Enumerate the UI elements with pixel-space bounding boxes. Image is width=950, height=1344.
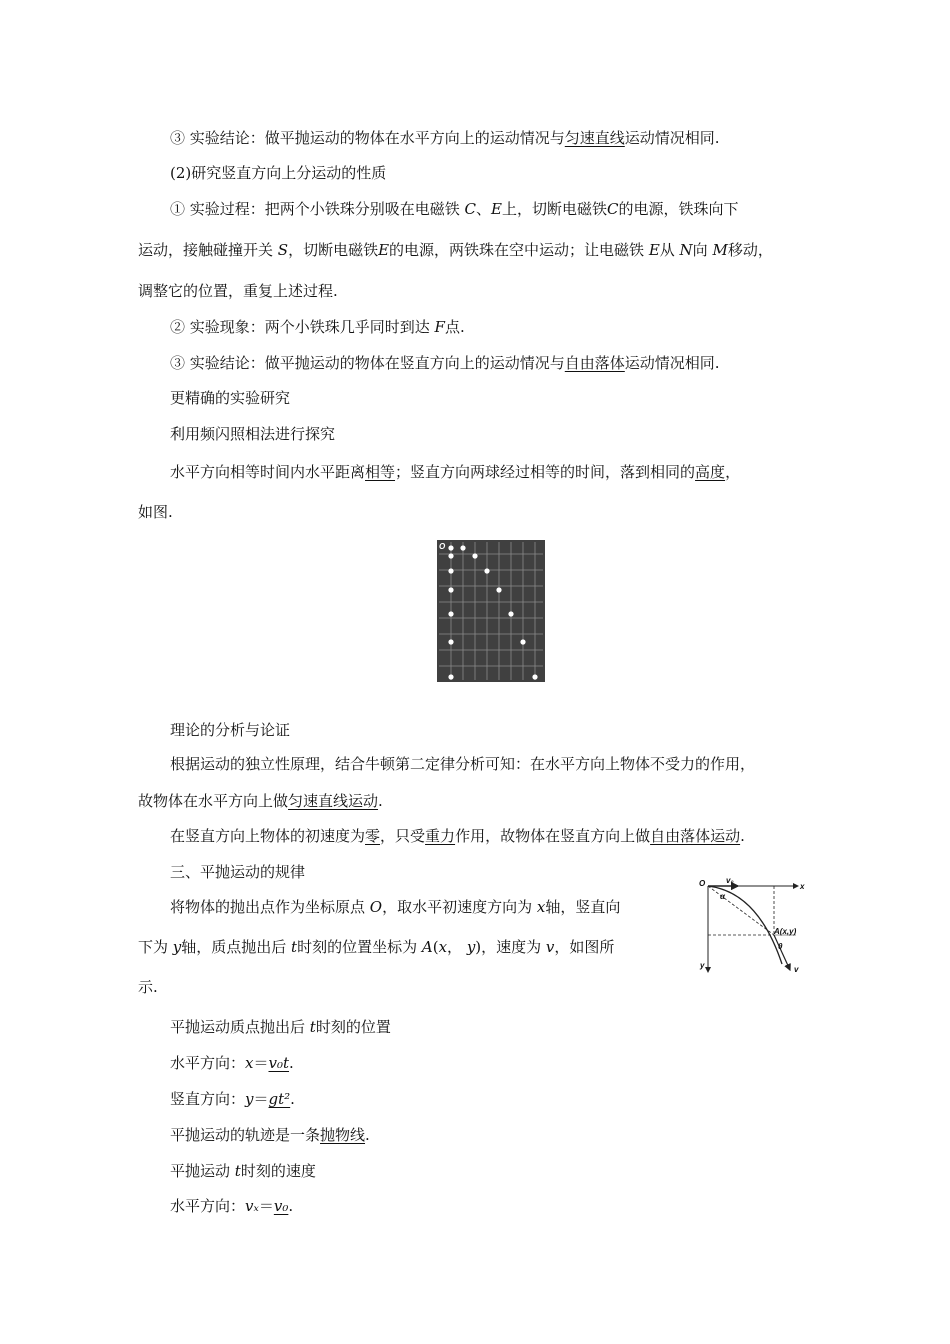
coordinate-diagram	[698, 872, 810, 978]
theta-label: θ	[778, 942, 783, 951]
paragraph-coords-line3: 示.	[138, 978, 158, 996]
figure-origin-label: O	[439, 542, 446, 551]
answer-parabola: 抛物线	[320, 1126, 366, 1144]
strobe-photo-figure	[437, 540, 545, 682]
answer-v0: v₀	[273, 1197, 289, 1215]
heading-velocity: 平抛运动 t时刻的速度	[170, 1162, 316, 1180]
paragraph-coords-line2: 下为 y轴，质点抛出后 t时刻的位置坐标为 A(x， y)，速度为 v，如图所	[138, 938, 615, 956]
answer-free-fall: 自由落体	[564, 354, 625, 372]
displacement-line	[708, 886, 774, 935]
alpha-label: α	[720, 892, 725, 901]
paragraph-theory-line1: 根据运动的独立性原理，结合牛顿第二定律分析可知：在水平方向上物体不受力的作用，	[170, 755, 756, 773]
y-axis-label: y	[700, 961, 705, 970]
answer-v0t: v₀t	[268, 1054, 290, 1072]
point-a-label: A(x,y)	[774, 927, 797, 936]
paragraph-coords-line1: 将物体的抛出点作为坐标原点 O，取水平初速度方向为 x轴，竖直向	[170, 898, 621, 916]
answer-free-fall-motion: 自由落体运动	[650, 827, 741, 845]
paragraph-as-figure: 如图.	[138, 503, 173, 521]
answer-zero: 零	[365, 827, 381, 845]
paragraph-theory-line2: 故物体在水平方向上做匀速直线运动.	[138, 792, 383, 810]
heading-precise-study: 更精确的实验研究	[170, 389, 291, 407]
formula-horizontal-position: 水平方向：x＝v₀t.	[170, 1054, 294, 1072]
answer-equal: 相等	[365, 463, 396, 481]
answer-gt2: gt²	[268, 1090, 291, 1108]
paragraph-theory-vertical: 在竖直方向上物体的初速度为零，只受重力作用，故物体在竖直方向上做自由落体运动.	[170, 827, 745, 845]
velocity-arrow	[774, 935, 790, 970]
paragraph-phenomenon: ② 实验现象：两个小铁珠几乎同时到达 F点.	[170, 318, 465, 336]
formula-vertical-position: 竖直方向：y＝gt².	[170, 1090, 295, 1108]
x-axis-label: x	[800, 882, 805, 891]
paragraph-procedure-line3: 调整它的位置，重复上述过程.	[138, 282, 338, 300]
heading-section-three: 三、平抛运动的规律	[170, 863, 306, 881]
formula-horizontal-velocity: 水平方向：vₓ＝v₀.	[170, 1197, 294, 1215]
paragraph-horizontal-conclusion: ③ 实验结论：做平抛运动的物体在水平方向上的运动情况与匀速直线运动情况相同.	[170, 129, 720, 147]
heading-position: 平抛运动质点抛出后 t时刻的位置	[170, 1018, 391, 1036]
heading-strobe-method: 利用频闪照相法进行探究	[170, 425, 336, 443]
figure-background	[437, 540, 545, 682]
answer-uniform-linear-motion: 匀速直线运动	[288, 792, 379, 810]
section-vertical-motion: (2)研究竖直方向上分运动的性质	[170, 164, 387, 182]
velocity-label: v	[794, 965, 799, 974]
paragraph-strobe-result: 水平方向相等时间内水平距离相等；竖直方向两球经过相等的时间，落到相同的高度，	[170, 463, 741, 481]
heading-theory: 理论的分析与论证	[170, 721, 291, 739]
answer-gravity: 重力	[425, 827, 456, 845]
paragraph-procedure-line1: ① 实验过程：把两个小铁珠分别吸在电磁铁 C、E上，切断电磁铁C的电源，铁珠向下	[170, 200, 739, 218]
answer-uniform-linear: 匀速直线	[564, 129, 625, 147]
paragraph-vertical-conclusion: ③ 实验结论：做平抛运动的物体在竖直方向上的运动情况与自由落体运动情况相同.	[170, 354, 720, 372]
paragraph-procedure-line2: 运动，接触碰撞开关 S，切断电磁铁E的电源，两铁珠在空中运动；让电磁铁 E从 N向 M移动，	[138, 241, 773, 259]
origin-label: O	[699, 879, 706, 888]
answer-height: 高度	[695, 463, 726, 481]
paragraph-trajectory: 平抛运动的轨迹是一条抛物线.	[170, 1126, 370, 1144]
v0-label: v₀	[726, 876, 734, 885]
